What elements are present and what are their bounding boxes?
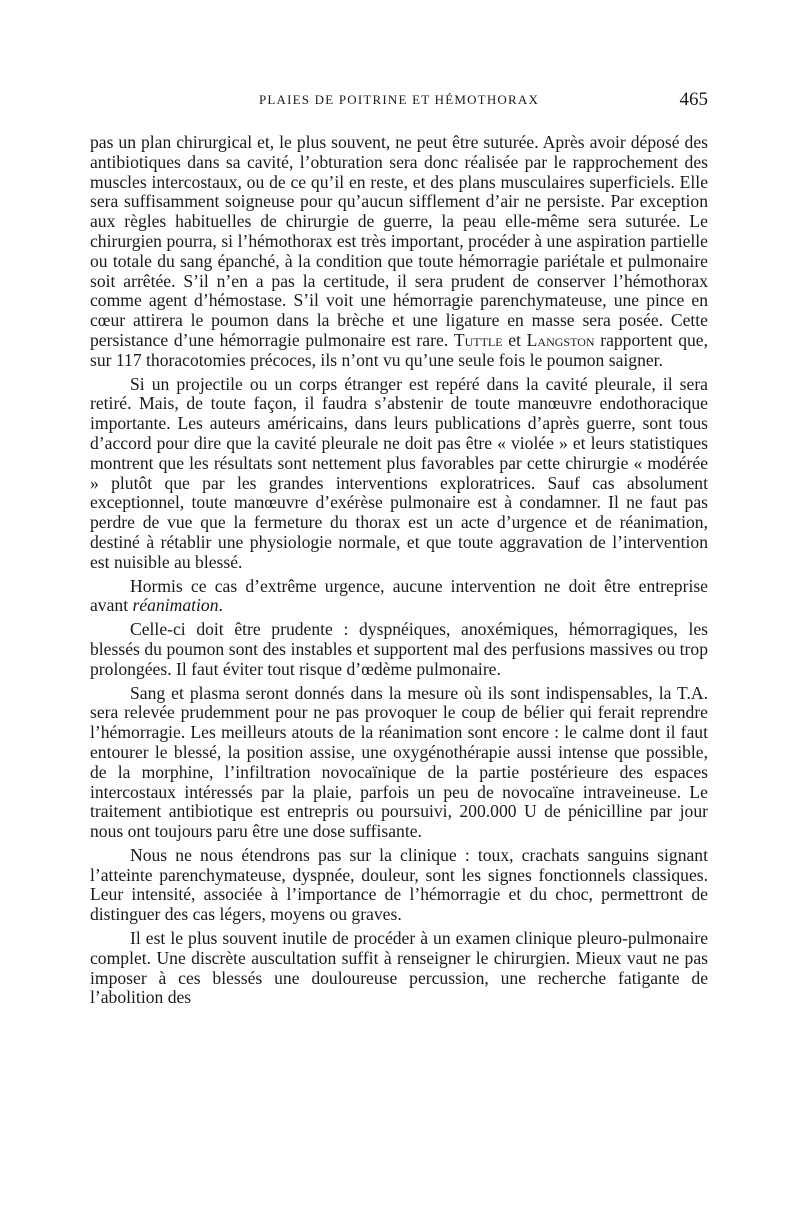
paragraph-3-text: Hormis ce cas d’extrême urgence, aucune intervention ne doit être entreprise avant <box>90 575 708 616</box>
paragraph-7: Il est le plus souvent inutile de procéder à un examen clinique pleuro-pulmonaire complet. Une discrète auscultation suffit à renseigner le chirurgien. Mieux vaut ne pas imposer à ces blessés une douloureuse percussion, une recherche fatigante de l’abolition des <box>90 928 708 1008</box>
paragraph-1 <box>90 133 708 371</box>
author-name: Langston <box>526 329 595 350</box>
page-header <box>90 89 708 114</box>
page-number: 465 <box>679 89 708 110</box>
emphasis-text: réanimation <box>132 595 219 616</box>
paragraph-3 <box>90 577 708 617</box>
paragraph-2: Si un projectile ou un corps étranger est repéré dans la cavité pleurale, il sera retiré. Mais, de toute façon, il faudra s’abstenir de toute manœuvre endothoracique importante. Les auteurs américains, dans leurs publications d’après guerre, sont tous d’accord pour dire que la cavité pleurale ne doit pas être « violée » et leurs statistiques montrent que les résultats sont nettement plus favorables par cette chirurgie « modérée » plutôt que par les grandes interventions exploratrices. Sauf cas absolument exceptionnel, toute manœuvre d’exérèse pulmonaire est à condamner. Il ne faut pas perdre de vue que la fermeture du thorax est un acte d’urgence et de réanimation, destiné à rétablir une physiologie normale, et que toute aggravation de l’intervention est nuisible au blessé. <box>90 373 708 572</box>
paragraph-5: Sang et plasma seront donnés dans la mesure où ils sont indispensables, la T.A. sera relevée prudemment pour ne pas provoquer le coup de bélier qui ferait reprendre l’hémorragie. Les meilleurs atouts de la réanimation sont encore : le calme dont il faut entourer le blessé, la position assise, une oxygénothérapie aussi intense que possible, de la morphine, l’infiltration novocaïnique de la partie postérieure des espaces intercostaux intéressés par la plaie, parfois un peu de novocaïne intraveineuse. Le traitement antibiotique est entrepris ou poursuivi, 200.000 U de pénicilline par jour nous ont toujours paru être une dose suffisante. <box>90 682 708 842</box>
conjunction: et <box>502 329 527 350</box>
paragraph-6: Nous ne nous étendrons pas sur la clinique : toux, crachats sanguins signant l’atteinte parenchymateuse, dyspnée, douleur, sont les signes fonctionnels classiques. Leur intensité, associée à l’importance de l’hémorragie et du choc, permettront de distinguer des cas légers, moyens ou graves. <box>90 844 708 925</box>
body-text <box>90 133 708 1012</box>
paragraph-3-end: . <box>218 595 223 616</box>
running-title: PLAIES DE POITRINE ET HÉMOTHORAX <box>258 92 540 107</box>
paragraph-1-end: rapportent que, sur 117 thoracotomies précoces, ils n’ont vu qu’une seule fois le poumon saigner. <box>90 329 709 370</box>
paragraph-4: Celle-ci doit être prudente : dyspnéiques, anoxémiques, hémorragiques, les blessés du poumon sont des instables et supportent mal des perfusions massives ou trop prolongées. Il faut éviter tout risque d’œdème pulmonaire. <box>90 619 708 679</box>
author-name: Tuttle <box>453 329 503 350</box>
paragraph-1-text: pas un plan chirurgical et, le plus souvent, ne peut être suturée. Après avoir déposé des antibiotiques dans sa cavité, l’obturation sera donc réalisée par le rapprochement des muscles intercostaux, ou de ce qu’il en reste, et des plans musculaires superficiels. Elle sera suffisamment soigneuse pour qu’aucun sifflement d’air ne persiste. Par exception aux règles habituelles de chirurgie de guerre, la peau elle-même sera suturée. Le chirurgien pourra, si l’hémothorax est très important, procéder à une aspiration partielle ou totale du sang épanché, à la condition que toute hémorragie pariétale et pulmonaire soit arrêtée. S’il n’en a pas la certitude, il sera prudent de conserver l’hémothorax comme agent d’hémostase. S’il voit une hémorragie parenchymateuse, une pince en cœur attirera le poumon dans la brèche et une ligature en masse sera posée. Cette persistance d’une hémorragie pulmonaire est rare. <box>90 132 708 350</box>
